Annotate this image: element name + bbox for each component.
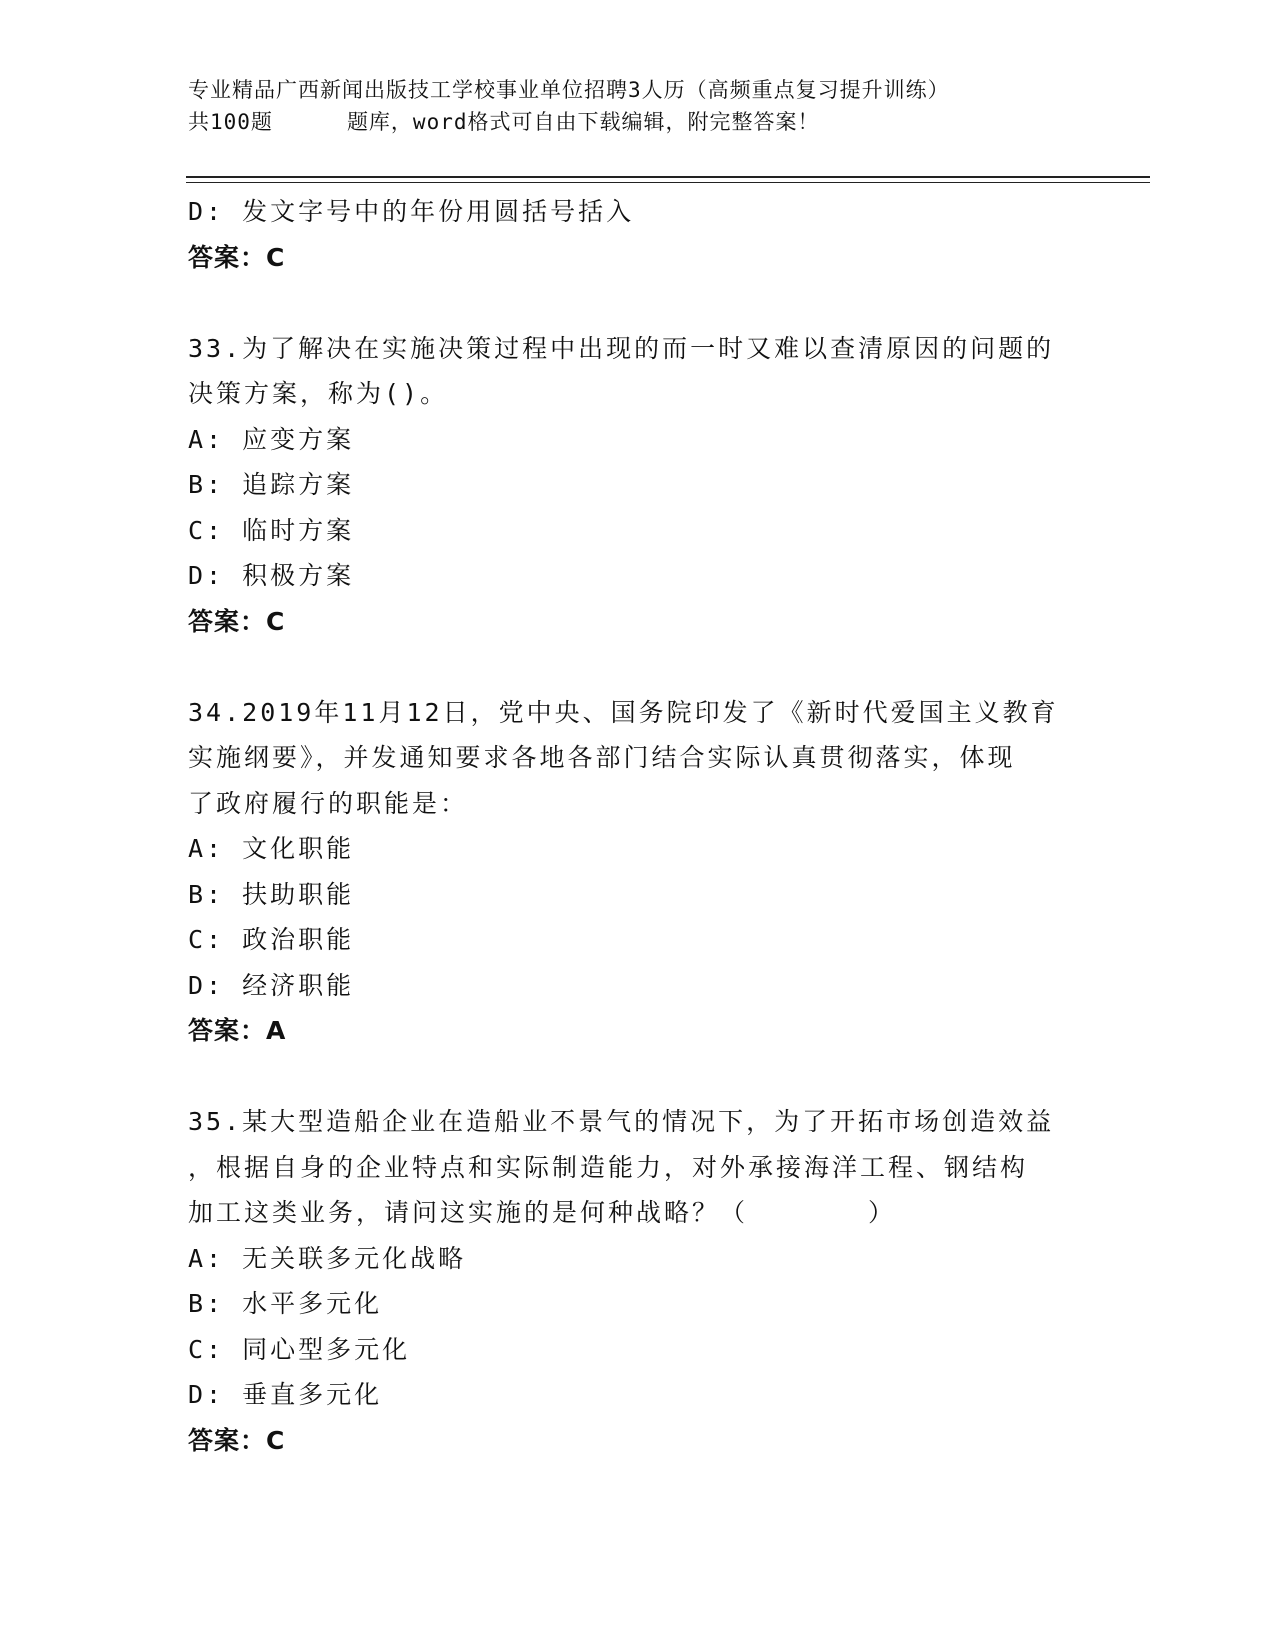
option-c: C: 同心型多元化	[188, 1334, 411, 1364]
option-b: B: 水平多元化	[188, 1289, 383, 1318]
option-a: A: 文化职能	[188, 834, 355, 863]
header-description: 题库，word格式可自由下载编辑，附完整答案！	[346, 110, 820, 134]
question-stem-line: 35.某大型造船企业在造船业不景气的情况下，为了开拓市场创造效益	[188, 1107, 1055, 1136]
option-b: B: 追踪方案	[188, 470, 355, 499]
question-stem-line: 33.为了解决在实施决策过程中出现的而一时又难以查清原因的问题的	[188, 333, 1055, 363]
answer-line: 答案：C	[188, 242, 286, 272]
question-list	[188, 189, 1088, 1463]
header-rule-thin	[186, 182, 1150, 183]
option-d: D: 经济职能	[188, 970, 355, 1000]
question-stem-line-with-blank	[188, 1190, 1088, 1236]
header-question-count: 共100题	[188, 110, 273, 134]
question-34	[188, 690, 1088, 1054]
header-rule-thick	[186, 176, 1150, 178]
closing-paren: ）	[868, 1198, 897, 1227]
option-d: D: 发文字号中的年份用圆括号括入	[188, 197, 635, 226]
header-title-line2	[188, 106, 1108, 138]
option-d: D: 积极方案	[188, 561, 355, 590]
answer-line: 答案：C	[188, 606, 286, 636]
option-a: A: 无关联多元化战略	[188, 1243, 467, 1273]
spacer	[188, 1054, 1088, 1100]
option-c: C: 临时方案	[188, 515, 355, 545]
spacer	[188, 644, 1088, 690]
page-header	[188, 74, 1108, 138]
option-a: A: 应变方案	[188, 424, 355, 454]
answer-line: 答案：C	[188, 1425, 286, 1455]
option-d: D: 垂直多元化	[188, 1380, 383, 1409]
header-title-line1: 专业精品广西新闻出版技工学校事业单位招聘3人历（高频重点复习提升训练）	[188, 78, 950, 102]
question-stem-line: ，根据自身的企业特点和实际制造能力，对外承接海洋工程、钢结构	[188, 1152, 1029, 1182]
question-stem-line: 决策方案，称为()。	[188, 379, 449, 408]
spacer	[188, 280, 1088, 326]
question-stem-line: 了政府履行的职能是：	[188, 788, 469, 818]
question-33	[188, 326, 1088, 645]
question-stem-text: 加工这类业务，请问这实施的是何种战略？（	[188, 1198, 749, 1227]
question-stem-line: 实施纲要》，并发通知要求各地各部门结合实际认真贯彻落实，体现	[188, 743, 1016, 772]
option-b: B: 扶助职能	[188, 879, 355, 909]
question-35	[188, 1099, 1088, 1463]
question-stem-line: 34.2019年11月12日，党中央、国务院印发了《新时代爱国主义教育	[188, 697, 1059, 727]
answer-line: 答案：A	[188, 1016, 287, 1045]
option-c: C: 政治职能	[188, 925, 355, 954]
